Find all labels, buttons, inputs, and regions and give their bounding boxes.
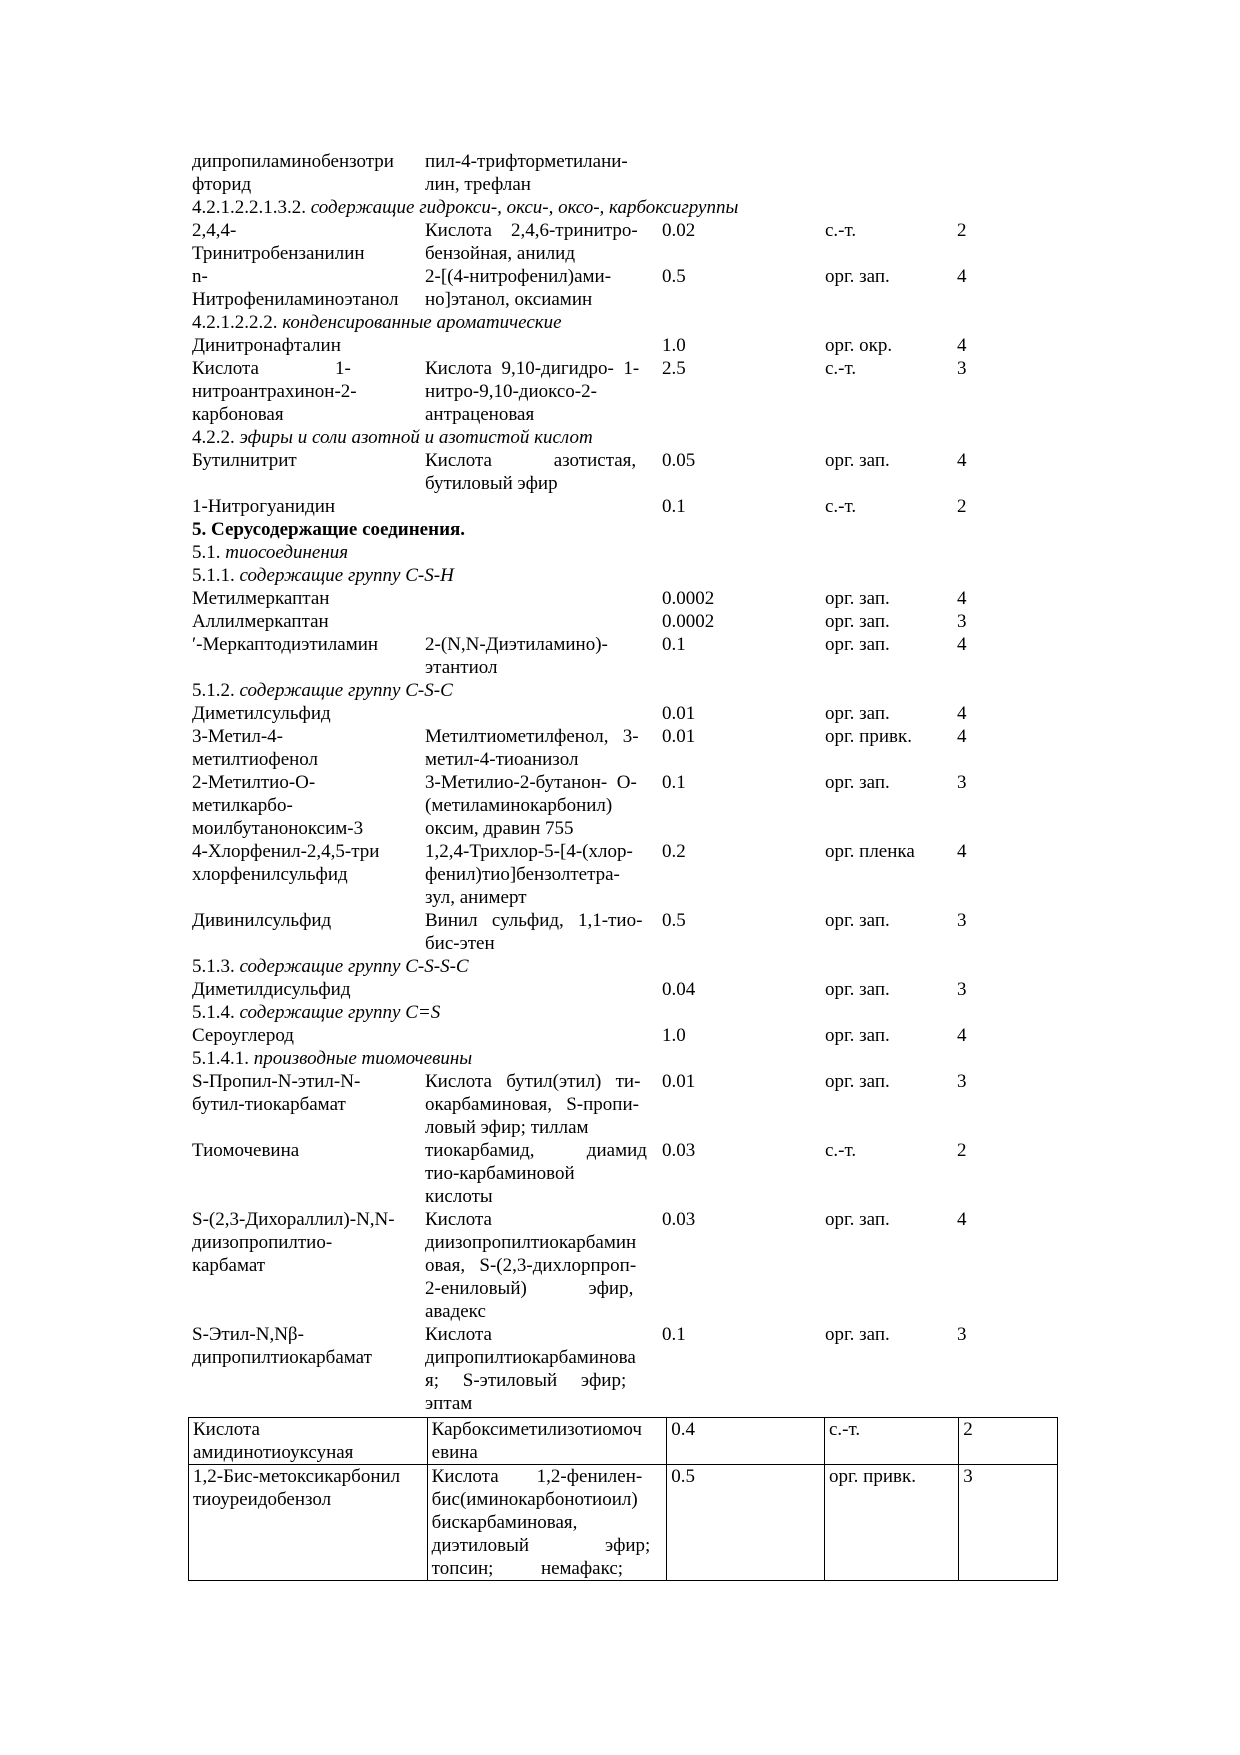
section-number: 5.1.4.1. <box>192 1048 254 1069</box>
section-heading <box>192 1001 1062 1024</box>
hazard-sign: орг. зап. <box>825 703 890 724</box>
chapter-heading: 5. Серусодержащие соединения. <box>192 519 466 540</box>
synonym: Кислота 1,2-фенилен- бис(иминокарбонотиоил) бискарбаминовая, диэтиловый эфир; топсин; немафакс; <box>427 1465 667 1581</box>
table-row <box>192 978 1062 1001</box>
concentration: 0.1 <box>662 496 686 517</box>
concentration: 1.0 <box>662 1025 686 1046</box>
hazard-class: 4 <box>957 726 967 747</box>
concentration: 0.1 <box>662 772 686 793</box>
concentration: 0.4 <box>667 1418 825 1465</box>
hazard-sign: орг. привк. <box>825 1465 959 1581</box>
hazard-sign: с.-т. <box>825 358 857 379</box>
hazard-sign: орг. зап. <box>825 910 890 931</box>
concentration: 0.5 <box>662 910 686 931</box>
table-row <box>192 725 1062 771</box>
table-row <box>192 909 1062 955</box>
table-row <box>192 1139 1062 1208</box>
section-number: 5.1.4. <box>192 1002 240 1023</box>
section-title: содержащие группу C=S <box>239 1002 441 1023</box>
hazard-sign: орг. зап. <box>825 634 890 655</box>
substance-name: 1,2-Бис-метоксикарбонил тиоуреидобензол <box>189 1465 428 1581</box>
hazard-class: 3 <box>957 611 967 632</box>
section-title: эфиры и соли азотной и азотистой кислот <box>239 427 593 448</box>
synonym: Метилтиометилфенол, 3- метил-4-тиоанизол <box>425 726 639 770</box>
substance-name: n- Нитрофениламиноэтанол <box>192 266 399 310</box>
table-row <box>192 1070 1062 1139</box>
bordered-table <box>188 1417 1058 1581</box>
synonym: Кислота бутил(этил) ти- окарбаминовая, S-пропи- ловый эфир; тиллам <box>425 1071 641 1138</box>
substance-name: Кислота 1- нитроантрахинон-2- карбоновая <box>192 358 357 425</box>
hazard-class: 4 <box>957 450 967 471</box>
section-title: содержащие группу C-S-H <box>239 565 454 586</box>
table-row <box>192 610 1062 633</box>
concentration: 0.2 <box>662 841 686 862</box>
substance-name: Метилмеркаптан <box>192 588 330 609</box>
synonym: Кислота 2,4,6-тринитро- бензойная, анилид <box>425 220 638 264</box>
hazard-class: 4 <box>957 335 967 356</box>
synonym: 2-[(4-нитрофенил)ами- но]этанол, оксиамин <box>425 266 612 310</box>
synonym: Винил сульфид, 1,1-тио- бис-этен <box>425 910 643 954</box>
hazard-class: 4 <box>957 1209 967 1230</box>
table-row <box>192 150 1062 196</box>
synonym: Карбоксиметилизотиомоч евина <box>427 1418 667 1465</box>
hazard-sign: орг. зап. <box>825 1071 890 1092</box>
substance-name: Тиомочевина <box>192 1140 300 1161</box>
hazard-sign: орг. окр. <box>825 335 893 356</box>
hazard-class: 2 <box>957 220 967 241</box>
concentration: 0.03 <box>662 1209 696 1230</box>
hazard-sign: орг. зап. <box>825 266 890 287</box>
table-row <box>189 1465 1058 1581</box>
section-title: содержащие группу C-S-C <box>239 680 453 701</box>
concentration: 0.05 <box>662 450 696 471</box>
hazard-class: 4 <box>957 703 967 724</box>
substance-name: 4-Хлорфенил-2,4,5-три хлорфенилсульфид <box>192 841 380 885</box>
hazard-sign: орг. зап. <box>825 450 890 471</box>
table-row <box>192 633 1062 679</box>
hazard-sign: орг. зап. <box>825 588 890 609</box>
table-row <box>192 840 1062 909</box>
synonym: Кислота дипропилтиокарбаминова я; S-этиловый эфир; эптам <box>425 1324 636 1414</box>
concentration: 0.04 <box>662 979 696 1000</box>
concentration: 0.01 <box>662 1071 696 1092</box>
hazard-class: 4 <box>957 266 967 287</box>
section-title: содержащие гидрокси-, окси-, оксо-, карбоксигруппы <box>310 197 739 218</box>
concentration: 2.5 <box>662 358 686 379</box>
synonym: Кислота азотистая, бутиловый эфир <box>425 450 637 494</box>
hazard-class: 3 <box>957 979 967 1000</box>
hazard-class: 2 <box>957 496 967 517</box>
hazard-sign: с.-т. <box>825 496 857 517</box>
synonym: 3-Метилио-2-бутанон- О- (метиламинокарбонил) оксим, дравин 755 <box>425 772 637 839</box>
concentration: 0.5 <box>667 1465 825 1581</box>
table-row <box>192 702 1062 725</box>
concentration: 0.01 <box>662 703 696 724</box>
synonym: пил-4-трифторметилани- лин, трефлан <box>425 151 628 195</box>
hazard-sign: орг. зап. <box>825 1209 890 1230</box>
table-row <box>192 219 1062 265</box>
table-row <box>192 1323 1062 1415</box>
document-page <box>192 150 1062 1415</box>
substance-name: Дивинилсульфид <box>192 910 332 931</box>
substance-name: Аллилмеркаптан <box>192 611 329 632</box>
substance-name: S-Пропил-N-этил-N- бутил-тиокарбамат <box>192 1071 361 1115</box>
substance-name: 3-Метил-4- метилтиофенол <box>192 726 319 770</box>
hazard-class: 4 <box>957 588 967 609</box>
section-heading <box>192 426 1062 449</box>
section-heading <box>192 196 1062 219</box>
section-number: 4.2.1.2.2.1.3.2. <box>192 197 311 218</box>
concentration: 0.03 <box>662 1140 696 1161</box>
table-row <box>192 1208 1062 1323</box>
section-number: 5.1.2. <box>192 680 240 701</box>
section-number: 5.1. <box>192 542 226 563</box>
section-title: содержащие группу C-S-S-C <box>239 956 469 977</box>
synonym: Кислота 9,10-дигидро- 1- нитро-9,10-диоксо-2- антраценовая <box>425 358 640 425</box>
section-heading <box>192 955 1062 978</box>
section-number: 5.1.1. <box>192 565 240 586</box>
hazard-sign: орг. пленка <box>825 841 915 862</box>
substance-name: Сероуглерод <box>192 1025 294 1046</box>
hazard-sign: орг. зап. <box>825 772 890 793</box>
hazard-class: 3 <box>957 910 967 931</box>
section-number: 5.1.3. <box>192 956 240 977</box>
substance-name: ′-Меркаптодиэтиламин <box>192 634 379 655</box>
substance-name: 2-Метилтио-О- метилкарбо- моилбутаноноксим-3 <box>192 772 364 839</box>
hazard-class: 3 <box>959 1465 1058 1581</box>
hazard-class: 3 <box>957 772 967 793</box>
substance-name: 1-Нитрогуанидин <box>192 496 336 517</box>
concentration: 0.5 <box>662 266 686 287</box>
section-title: конденсированные ароматические <box>282 312 562 333</box>
concentration: 0.0002 <box>662 611 715 632</box>
substance-name: Бутилнитрит <box>192 450 297 471</box>
concentration: 0.0002 <box>662 588 715 609</box>
hazard-sign: орг. привк. <box>825 726 912 747</box>
section-title: производные тиомочевины <box>253 1048 473 1069</box>
substance-name: дипропиламинобензотри фторид <box>192 151 394 195</box>
table-row <box>192 357 1062 426</box>
hazard-class: 2 <box>957 1140 967 1161</box>
concentration: 0.1 <box>662 634 686 655</box>
hazard-sign: с.-т. <box>825 1418 959 1465</box>
table-row <box>192 495 1062 518</box>
section-title: тиосоединения <box>225 542 349 563</box>
section-heading <box>192 541 1062 564</box>
concentration: 0.02 <box>662 220 696 241</box>
hazard-class: 3 <box>957 1071 967 1092</box>
substance-name: Диметилдисульфид <box>192 979 351 1000</box>
section-heading <box>192 311 1062 334</box>
hazard-class: 4 <box>957 1025 967 1046</box>
substance-name: Кислота амидинотиоуксуная <box>189 1418 428 1465</box>
table-row <box>192 587 1062 610</box>
hazard-sign: орг. зап. <box>825 611 890 632</box>
section-number: 4.2.1.2.2.2. <box>192 312 283 333</box>
table-row <box>192 1024 1062 1047</box>
hazard-sign: с.-т. <box>825 1140 857 1161</box>
substance-name: S-(2,3-Дихораллил)-N,N- диизопропилтио- карбамат <box>192 1209 395 1276</box>
table-row <box>192 334 1062 357</box>
synonym: Кислота диизопропилтиокарбамин овая, S-(2,3-дихлорпроп- 2-ениловый) эфир, авадекс <box>425 1209 637 1322</box>
hazard-class: 2 <box>959 1418 1058 1465</box>
hazard-class: 4 <box>957 634 967 655</box>
hazard-class: 3 <box>957 1324 967 1345</box>
substance-name: 2,4,4- Тринитробензанилин <box>192 220 365 264</box>
synonym: 2-(N,N-Диэтиламино)- этантиол <box>425 634 608 678</box>
hazard-class: 3 <box>957 358 967 379</box>
substance-name: S-Этил-N,Nβ- дипропилтиокарбамат <box>192 1324 372 1368</box>
hazard-class: 4 <box>957 841 967 862</box>
table-row <box>192 449 1062 495</box>
table-row <box>192 265 1062 311</box>
hazard-sign: орг. зап. <box>825 1324 890 1345</box>
hazard-sign: с.-т. <box>825 220 857 241</box>
section-heading <box>192 1047 1062 1070</box>
section-heading <box>192 679 1062 702</box>
concentration: 0.01 <box>662 726 696 747</box>
table-row <box>189 1418 1058 1465</box>
substance-name: Диметилсульфид <box>192 703 331 724</box>
hazard-sign: орг. зап. <box>825 979 890 1000</box>
synonym: тиокарбамид, диамид тио-карбаминовой кислоты <box>425 1140 647 1207</box>
table-row <box>192 771 1062 840</box>
concentration: 1.0 <box>662 335 686 356</box>
hazard-sign: орг. зап. <box>825 1025 890 1046</box>
synonym: 1,2,4-Трихлор-5-[4-(хлор- фенил)тио]бензолтетра- зул, анимерт <box>425 841 633 908</box>
section-number: 4.2.2. <box>192 427 240 448</box>
section-heading <box>192 564 1062 587</box>
substance-name: Динитронафталин <box>192 335 341 356</box>
concentration: 0.1 <box>662 1324 686 1345</box>
